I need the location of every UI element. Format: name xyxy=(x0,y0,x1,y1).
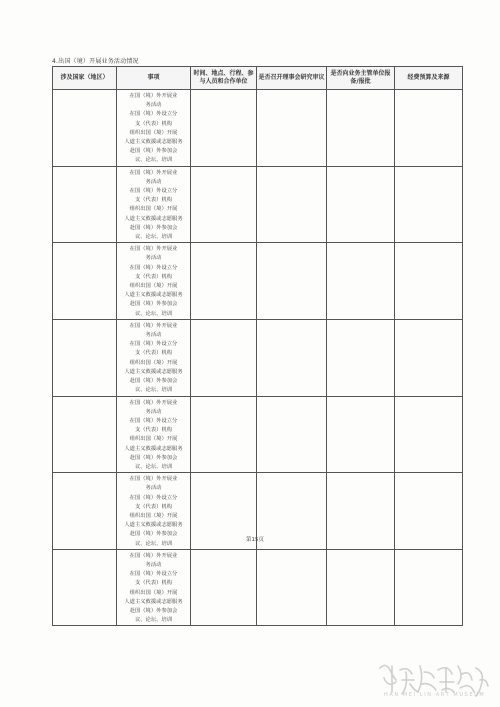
cell-budget xyxy=(395,90,463,167)
matter-line: 支（代表）机构 xyxy=(134,427,173,434)
matter-line: 组织出国（境）开展 xyxy=(129,283,178,290)
cell-budget xyxy=(395,396,463,473)
cell-country xyxy=(53,90,117,167)
table-row xyxy=(53,396,463,473)
matter-line: 人道主义救援或志愿服务 xyxy=(124,139,183,146)
header-country: 涉及国家（地区） xyxy=(53,67,117,90)
matter-line: 在国（境）外开展业 xyxy=(129,476,178,483)
matters-list xyxy=(117,473,190,549)
table-row xyxy=(53,319,463,396)
matter-line: 组织出国（境）开展 xyxy=(129,436,178,443)
cell-report-approval xyxy=(327,319,395,396)
matter-line: 在国（境）外设立分 xyxy=(129,111,178,118)
matter-line: 组织出国（境）开展 xyxy=(129,589,178,596)
cell-country xyxy=(53,396,117,473)
cell-report-approval xyxy=(327,473,395,550)
cell-country xyxy=(53,473,117,550)
cell-board-review xyxy=(257,319,327,396)
cell-budget xyxy=(395,549,463,626)
table-row xyxy=(53,243,463,320)
matter-line: 在国（境）外设立分 xyxy=(129,571,178,578)
cell-matters xyxy=(117,473,191,550)
cell-board-review xyxy=(257,166,327,243)
cell-country xyxy=(53,166,117,243)
matter-line: 在国（境）外开展业 xyxy=(129,399,178,406)
table-row xyxy=(53,166,463,243)
cell-budget xyxy=(395,243,463,320)
cell-board-review xyxy=(257,396,327,473)
matter-line: 议、论坛、培训 xyxy=(134,617,173,624)
matter-line: 务活动 xyxy=(145,561,162,568)
table-row xyxy=(53,549,463,626)
matters-list xyxy=(117,550,190,626)
header-time-place: 时间、地点、行程、参与人员和合作单位 xyxy=(191,67,257,90)
cell-time-place xyxy=(191,243,257,320)
matter-line: 议、论坛、培训 xyxy=(134,387,173,394)
section-caption: 4.出国（境）开展业务活动情况 xyxy=(52,58,139,65)
matter-line: 人道主义救援或志愿服务 xyxy=(124,215,183,222)
matter-line: 议、论坛、培训 xyxy=(134,463,173,470)
matter-line: 赴国（境）外参加会 xyxy=(129,454,178,461)
cell-time-place xyxy=(191,319,257,396)
matter-line: 议、论坛、培训 xyxy=(134,234,173,241)
matter-line: 赴国（境）外参加会 xyxy=(129,148,178,155)
header-report-approval: 是否向业务主管单位报备/报批 xyxy=(327,67,395,90)
matter-line: 在国（境）外开展业 xyxy=(129,322,178,329)
matter-line: 人道主义救援或志愿服务 xyxy=(124,522,183,529)
page-number: 第15页 xyxy=(246,537,264,543)
matter-line: 在国（境）外开展业 xyxy=(129,552,178,559)
matter-line: 支（代表）机构 xyxy=(134,197,173,204)
cell-report-approval xyxy=(327,396,395,473)
matter-line: 务活动 xyxy=(145,178,162,185)
cell-budget xyxy=(395,319,463,396)
matter-line: 在国（境）外开展业 xyxy=(129,93,178,99)
matter-line: 支（代表）机构 xyxy=(134,580,173,587)
matter-line: 赴国（境）外参加会 xyxy=(129,378,178,385)
cell-matters xyxy=(117,319,191,396)
matter-line: 议、论坛、培训 xyxy=(134,310,173,317)
cell-matters xyxy=(117,396,191,473)
cell-country xyxy=(53,549,117,626)
cell-time-place xyxy=(191,90,257,167)
matter-line: 赴国（境）外参加会 xyxy=(129,224,178,231)
matter-line: 支（代表）机构 xyxy=(134,273,173,280)
matters-list xyxy=(117,167,190,243)
cell-matters xyxy=(117,166,191,243)
matter-line: 务活动 xyxy=(145,485,162,492)
matter-line: 组织出国（境）开展 xyxy=(129,512,178,519)
matters-list xyxy=(117,320,190,396)
header-budget: 经费预算及来源 xyxy=(395,67,463,90)
matter-line: 务活动 xyxy=(145,332,162,339)
matter-line: 在国（境）外开展业 xyxy=(129,246,178,253)
cell-time-place xyxy=(191,396,257,473)
matter-line: 支（代表）机构 xyxy=(134,350,173,357)
cell-matters xyxy=(117,549,191,626)
matter-line: 务活动 xyxy=(145,255,162,262)
matter-line: 人道主义救援或志愿服务 xyxy=(124,368,183,375)
matter-line: 在国（境）外开展业 xyxy=(129,169,178,176)
museum-watermark-english: HAN MEI LIN ART MUSEUM xyxy=(384,692,486,698)
cell-matters xyxy=(117,90,191,167)
cell-report-approval xyxy=(327,166,395,243)
matter-line: 赴国（境）外参加会 xyxy=(129,607,178,614)
matter-line: 务活动 xyxy=(145,102,162,109)
matter-line: 人道主义救援或志愿服务 xyxy=(124,598,183,605)
matter-line: 赴国（境）外参加会 xyxy=(129,301,178,308)
matter-line: 支（代表）机构 xyxy=(134,120,173,127)
matters-list xyxy=(117,243,190,319)
cell-matters xyxy=(117,243,191,320)
cell-time-place xyxy=(191,166,257,243)
matter-line: 议、论坛、培训 xyxy=(134,157,173,164)
cell-time-place xyxy=(191,549,257,626)
matter-line: 支（代表）机构 xyxy=(134,503,173,510)
cell-country xyxy=(53,319,117,396)
matter-line: 组织出国（境）开展 xyxy=(129,129,178,136)
cell-board-review xyxy=(257,473,327,550)
cell-budget xyxy=(395,166,463,243)
matter-line: 在国（境）外设立分 xyxy=(129,188,178,195)
matter-line: 在国（境）外设立分 xyxy=(129,264,178,271)
cell-budget xyxy=(395,473,463,550)
matter-line: 在国（境）外设立分 xyxy=(129,494,178,501)
matter-line: 在国（境）外设立分 xyxy=(129,417,178,424)
matter-line: 组织出国（境）开展 xyxy=(129,206,178,213)
cell-board-review xyxy=(257,90,327,167)
matter-line: 在国（境）外设立分 xyxy=(129,341,178,348)
cell-country xyxy=(53,243,117,320)
cell-report-approval xyxy=(327,90,395,167)
matter-line: 人道主义救援或志愿服务 xyxy=(124,292,183,299)
cell-board-review xyxy=(257,549,327,626)
matters-list xyxy=(117,90,190,166)
matter-line: 人道主义救援或志愿服务 xyxy=(124,445,183,452)
matter-line: 组织出国（境）开展 xyxy=(129,359,178,366)
cell-board-review xyxy=(257,243,327,320)
matters-list xyxy=(117,397,190,473)
cell-report-approval xyxy=(327,549,395,626)
header-board-review: 是否召开理事会研究审议 xyxy=(257,67,327,90)
table-header-row xyxy=(53,67,463,90)
header-matters: 事项 xyxy=(117,67,191,90)
matter-line: 议、论坛、培训 xyxy=(134,540,173,547)
cell-report-approval xyxy=(327,243,395,320)
matter-line: 务活动 xyxy=(145,408,162,415)
matter-line: 赴国（境）外参加会 xyxy=(129,531,178,538)
table-row xyxy=(53,90,463,167)
